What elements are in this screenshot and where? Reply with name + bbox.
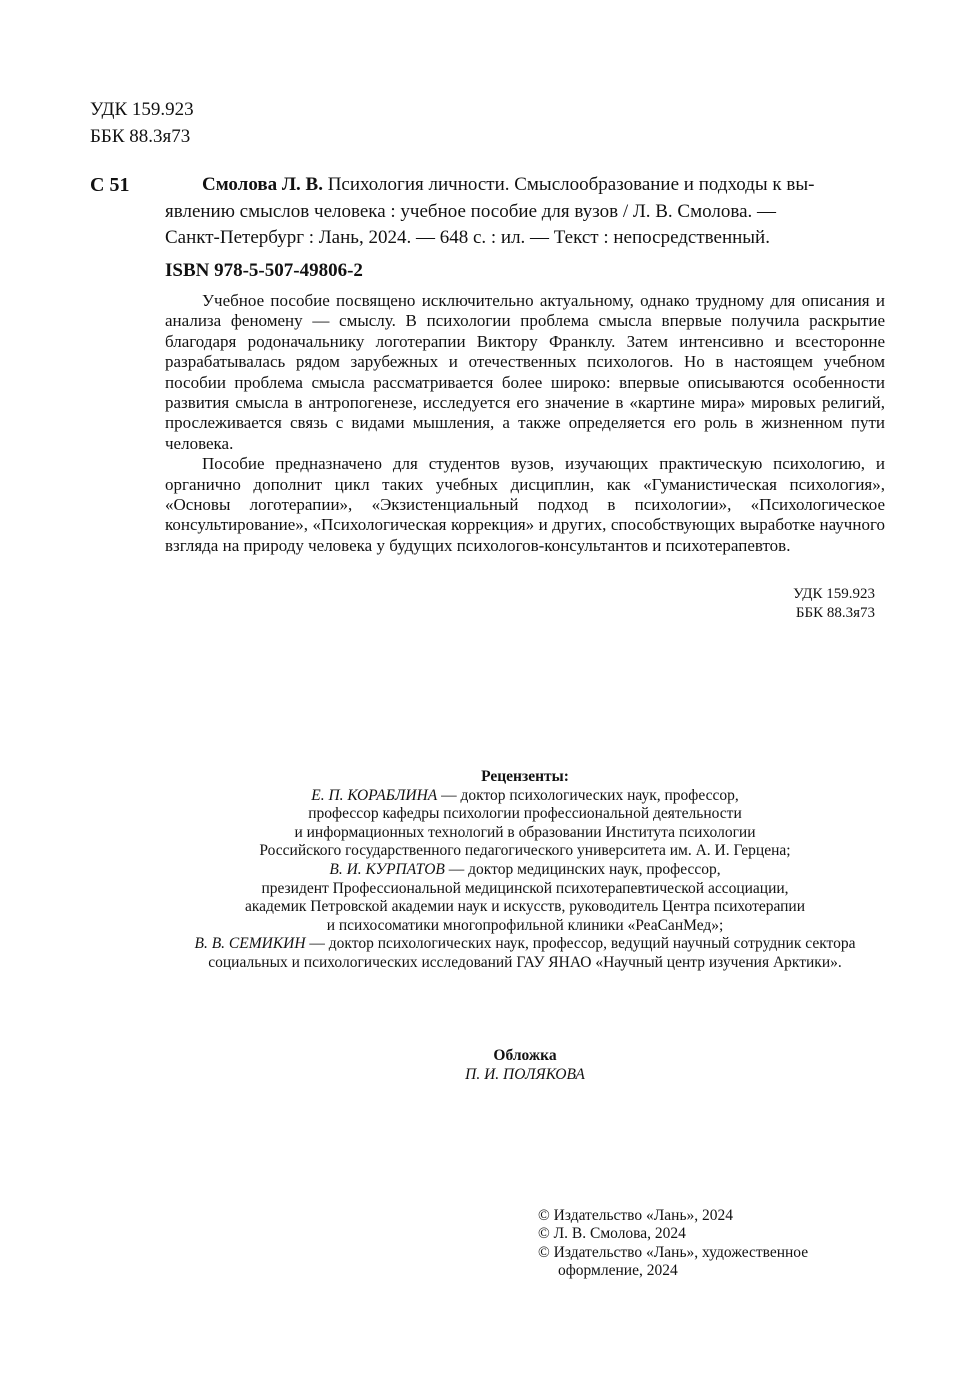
reviewers-block <box>90 768 960 973</box>
bottom-classification-codes <box>760 585 875 623</box>
reviewer-2-name: В. И. КУРПАТОВ <box>329 860 445 878</box>
udk-code-repeat: УДК 159.923 <box>793 586 875 602</box>
bibliographic-record <box>165 172 885 252</box>
copyright-author: © Л. В. Смолова, 2024 <box>538 1225 686 1243</box>
copyright-design-line-1: © Издательство «Лань», художественное <box>538 1243 809 1261</box>
reviewer-2-title: — доктор медицинских наук, профессор, <box>444 860 721 878</box>
reviewers-heading: Рецензенты: <box>481 768 569 785</box>
cover-heading: Обложка <box>493 1047 557 1064</box>
reviewer-3-line-2: социальных и психологических исследований ГАУ ЯНАО «Научный центр изучения Арктики». <box>208 953 842 971</box>
isbn: ISBN 978-5-507-49806-2 <box>165 260 363 281</box>
annotation-paragraph-1: Учебное пособие посвящено исключительно актуальному, однако трудному для описания и анализа феномену — смыслу. В психологии проблема смысла впервые получила раскрытие благодаря родоначальнику логотерапии Виктору Франклу. Затем интенсивно и всесторонне разрабатывалась рядом зарубежных и отечественных психологов. Но в настоящем учебном пособии проблема смысла рассматривается более широко: впервые описываются особенности развития смысла в антропогенезе, исследуется его значение в «картине мира» мировых религий, прослеживается связь с видами мышления, а также определяется его роль в жизненном пути человека. <box>165 291 885 453</box>
reviewer-2-line-4: и психосоматики многопрофильной клиники «РеаСанМед»; <box>326 916 724 934</box>
author-mark: С 51 <box>90 174 130 196</box>
reviewer-1-line-2: профессор кафедры психологии профессиональной деятельности <box>308 805 742 823</box>
cover-designer: П. И. ПОЛЯКОВА <box>465 1066 585 1083</box>
title-start: Психология личности. Смыслообразование и подходы к вы- <box>322 174 815 195</box>
reviewer-1-name: Е. П. КОРАБЛИНА <box>311 786 438 804</box>
reviewer-1-line-3: и информационных технологий в образовании Института психологии <box>294 823 756 841</box>
reviewer-1-line-1 <box>90 787 960 806</box>
reviewer-2-line-1 <box>90 861 960 880</box>
reviewer-3-name: В. В. СЕМИКИН <box>194 935 306 953</box>
copyright-publisher: © Издательство «Лань», 2024 <box>538 1207 734 1224</box>
reviewer-3-line-1 <box>90 935 960 954</box>
top-classification-codes <box>90 96 194 150</box>
author-name: Смолова Л. В. <box>202 174 323 195</box>
bbk-code: ББК 88.3я73 <box>90 126 191 147</box>
biblio-line-2: явлению смыслов человека : учебное пособие для вузов / Л. В. Смолова. — <box>165 200 777 222</box>
reviewer-2-line-2: президент Профессиональной медицинской психотерапевтической ассоциации, <box>261 879 789 897</box>
copyright-block <box>538 1207 878 1281</box>
biblio-line-1 <box>165 172 885 199</box>
annotation <box>165 291 885 556</box>
reviewer-1-title: — доктор психологических наук, профессор, <box>437 786 739 804</box>
reviewer-2-line-3: академик Петровской академии наук и искусств, руководитель Центра психотерапии <box>244 898 806 916</box>
udk-code: УДК 159.923 <box>90 99 194 120</box>
copyright-design-line-2: оформление, 2024 <box>558 1262 678 1280</box>
biblio-line-3: Санкт-Петербург : Лань, 2024. — 648 с. : ил. — Текст : непосредственный. <box>165 227 770 248</box>
bbk-code-repeat: ББК 88.3я73 <box>795 605 875 621</box>
reviewer-3-title: — доктор психологических наук, профессор, ведущий научный сотрудник сектора <box>305 935 856 953</box>
annotation-paragraph-2: Пособие предназначено для студентов вузов, изучающих практическую психологию, и органично дополнит цикл таких учебных дисциплин, как «Гуманистическая психология», «Основы логотерапии», «Экзистенциальный подход в психологии», «Психологическое консультирование», «Психологическая коррекция» и других, способствующих выработке научного взгляда на природу человека у будущих психологов-консультантов и психотерапевтов. <box>165 454 885 555</box>
reviewer-1-line-4: Российского государственного педагогического университета им. А. И. Герцена; <box>259 842 791 860</box>
cover-credits <box>90 1046 960 1084</box>
